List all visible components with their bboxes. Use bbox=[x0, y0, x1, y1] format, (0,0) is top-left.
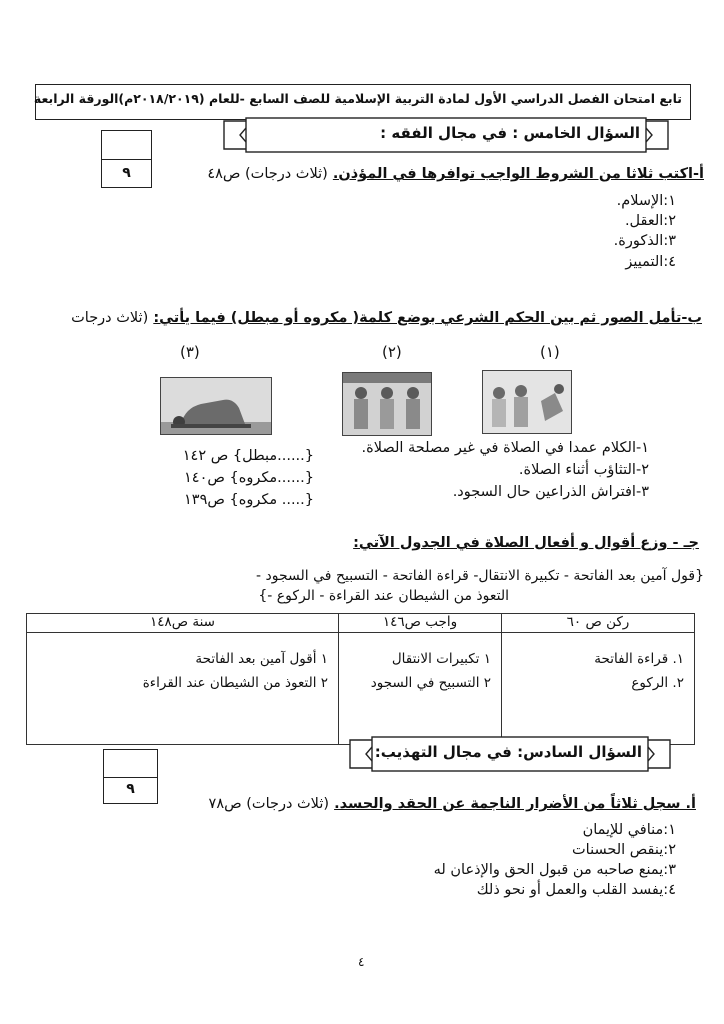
section6-score-box bbox=[103, 749, 158, 804]
section6-banner bbox=[348, 736, 672, 772]
page-number: ٤ bbox=[358, 955, 365, 969]
question-5b-title bbox=[71, 310, 702, 326]
header-sunnah: سنة ص١٤٨ bbox=[27, 614, 339, 633]
answer-5b-2: {......مكروه} ص١٤٠ bbox=[184, 470, 314, 486]
table-header-row bbox=[27, 614, 695, 633]
section5-score-value: ٩ bbox=[122, 165, 131, 181]
rukn-item-2: ٢. الركوع bbox=[631, 675, 684, 691]
word-bank-line-2: التعوذ من الشيطان عند القراءة - الركوع -} bbox=[258, 588, 509, 604]
question-6a-title bbox=[209, 796, 696, 812]
picture-talking bbox=[482, 370, 572, 434]
wajib-item-2: ٢ التسبيح في السجود bbox=[370, 675, 491, 691]
figure-label-3: (٣) bbox=[180, 343, 200, 361]
answer-5a-3: ٣:الذكورة. bbox=[613, 233, 676, 249]
question-5a-points: (ثلاث درجات) ص٤٨ bbox=[207, 166, 328, 182]
prayer-acts-table bbox=[26, 613, 695, 745]
question-5a-text: أ-اكتب ثلاثا من الشروط الواجب توافرها في المؤذن. bbox=[332, 166, 704, 182]
word-bank-line-1: {قول آمين بعد الفاتحة - تكبيرة الانتقال- قراءة الفاتحة - التسبيح في السجود - bbox=[256, 568, 704, 584]
answer-6a-4: ٤:يفسد القلب والعمل أو نحو ذلك bbox=[476, 882, 676, 898]
header-wajib: واجب ص١٤٦ bbox=[339, 614, 502, 633]
section5-score-box bbox=[101, 130, 152, 188]
wajib-item-1: ١ تكبيرات الانتقال bbox=[391, 651, 491, 667]
question-5b-points: (ثلاث درجات bbox=[71, 310, 149, 326]
section5-banner bbox=[222, 117, 670, 153]
section6-score-value: ٩ bbox=[126, 781, 135, 797]
section5-banner-label: السؤال الخامس : في مجال الفقه : bbox=[380, 124, 640, 142]
question-6a-text: أ. سجل ثلاثاً من الأضرار الناجمة عن الحقد والحسد. bbox=[334, 796, 696, 812]
cell-rukn bbox=[502, 633, 695, 745]
answer-5a-1: ١:الإسلام. bbox=[616, 193, 676, 209]
sunnah-item-2: ٢ التعوذ من الشيطان عند القراءة bbox=[142, 675, 328, 691]
answer-5b-1: {......مبطل} ص ١٤٢ bbox=[182, 448, 314, 464]
sunnah-item-1: ١ أقول آمين بعد الفاتحة bbox=[195, 651, 328, 667]
answer-5a-2: ٢:العقل. bbox=[624, 213, 676, 229]
rukn-item-1: ١. قراءة الفاتحة bbox=[594, 651, 684, 667]
cell-wajib bbox=[339, 633, 502, 745]
table-row bbox=[27, 633, 695, 745]
statement-5b-1: ١-الكلام عمدا في الصلاة في غير مصلحة الصلاة. bbox=[361, 440, 649, 456]
header-box bbox=[35, 84, 691, 120]
statement-5b-3: ٣-افتراش الذراعين حال السجود. bbox=[452, 484, 649, 500]
picture-yawning bbox=[342, 372, 432, 436]
answer-5b-3: {..... مكروه} ص١٣٩ bbox=[184, 492, 314, 508]
question-5b-text: ب-تأمل الصور ثم بين الحكم الشرعي بوضع كلمة( مكروه أو مبطل) فيما يأتي: bbox=[153, 310, 702, 326]
figure-label-2: (٢) bbox=[382, 343, 402, 361]
picture-prostration bbox=[160, 377, 272, 435]
answer-6a-2: ٢:ينقص الحسنات bbox=[572, 842, 676, 858]
question-6a-points: (ثلاث درجات) ص٧٨ bbox=[208, 796, 330, 812]
question-5c-title bbox=[353, 535, 699, 551]
section6-banner-label: السؤال السادس: في مجال التهذيب: bbox=[374, 743, 642, 761]
question-5a-title bbox=[207, 166, 704, 182]
answer-6a-3: ٣:يمنع صاحبه من قبول الحق والإذعان له bbox=[433, 862, 676, 878]
cell-sunnah bbox=[27, 633, 339, 745]
figure-label-1: (١) bbox=[540, 343, 560, 361]
answer-6a-1: ١:منافي للإيمان bbox=[582, 822, 676, 838]
header-rukn: ركن ص ٦٠ bbox=[502, 614, 695, 633]
exam-header-title: تابع امتحان الفصل الدراسي الأول لمادة التربية الإسلامية للصف السابع -للعام (٢٠١٨/٢٠١٩م)الورقة الرابعة bbox=[33, 91, 682, 106]
statement-5b-2: ٢-التثاؤب أثناء الصلاة. bbox=[518, 462, 649, 478]
answer-5a-4: ٤:التمييز bbox=[625, 254, 676, 270]
question-5c-text: جـ - وزع أقوال و أفعال الصلاة في الجدول الآتي: bbox=[353, 535, 699, 551]
